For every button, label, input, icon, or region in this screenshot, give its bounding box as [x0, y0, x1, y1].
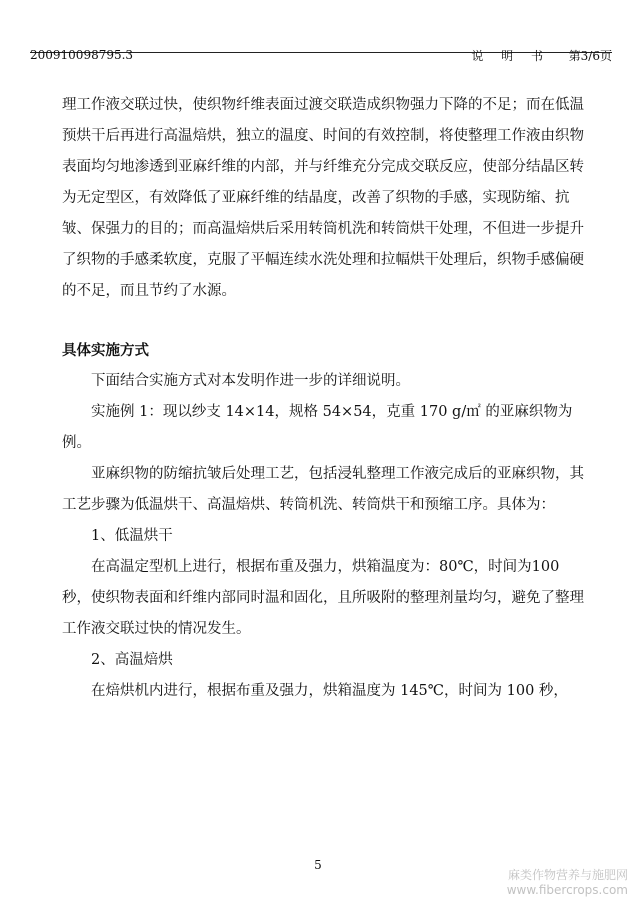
body-paragraph-2: 下面结合实施方式对本发明作进一步的详细说明。 [91, 373, 410, 389]
step-2-title: 2、高温焙烘 [91, 652, 173, 668]
body-paragraph-3: 实施例 1：现以纱支 14×14，规格 54×54，克重 170 g/㎡ 的亚麻织物为例。 [62, 404, 573, 451]
document-type-label: 说 明 书 [471, 49, 550, 63]
section-heading: 具体实施方式 [62, 342, 149, 359]
watermark-line-1: 麻类作物营养与施肥网 [507, 868, 628, 882]
body-paragraph-4: 亚麻织物的防缩抗皱后处理工艺，包括浸轧整理工作液完成后的亚麻织物，其工艺步骤为低温烘干、高温焙烘、转筒机洗、转筒烘干和预缩工序。具体为： [62, 466, 584, 513]
step-1-title: 1、低温烘干 [91, 528, 173, 544]
patent-number: 200910098795.3 [30, 48, 134, 62]
body-paragraph-1: 理工作液交联过快，使织物纤维表面过渡交联造成织物强力下降的不足；而在低温预烘干后再进行高温焙烘，独立的温度、时间的有效控制，将使整理工作液由织物表面均匀地渗透到亚麻纤维的内部，并与纤维充分完成交联反应，使部分结晶区转为无定型区，有效降低了亚麻纤维的结晶度，改善了织物的手感，实现防缩、抗皱、保强力的目的；而高温焙烘后采用转筒机洗和转筒烘干处理，不但进一步提升了织物的手感柔软度，克服了平幅连续水洗处理和拉幅烘干处理后，织物手感偏硬的不足，而且节约了水源。 [62, 97, 584, 299]
page-header [30, 30, 612, 63]
page-number: 5 [314, 858, 322, 872]
body-paragraph-6: 在焙烘机内进行，根据布重及强力，烘箱温度为 145℃，时间为 100 秒， [91, 683, 568, 699]
document-body [62, 90, 588, 707]
watermark [507, 868, 628, 898]
page-indicator: 第3/6页 [568, 49, 612, 63]
watermark-line-2: www.fibercrops.com [506, 883, 628, 897]
body-paragraph-5: 在高温定型机上进行，根据布重及强力，烘箱温度为：80℃，时间为100 秒，使织物表面和纤维内部同时温和固化，且所吸附的整理剂量均匀，避免了整理工作液交联过快的情况发生。 [62, 559, 584, 637]
